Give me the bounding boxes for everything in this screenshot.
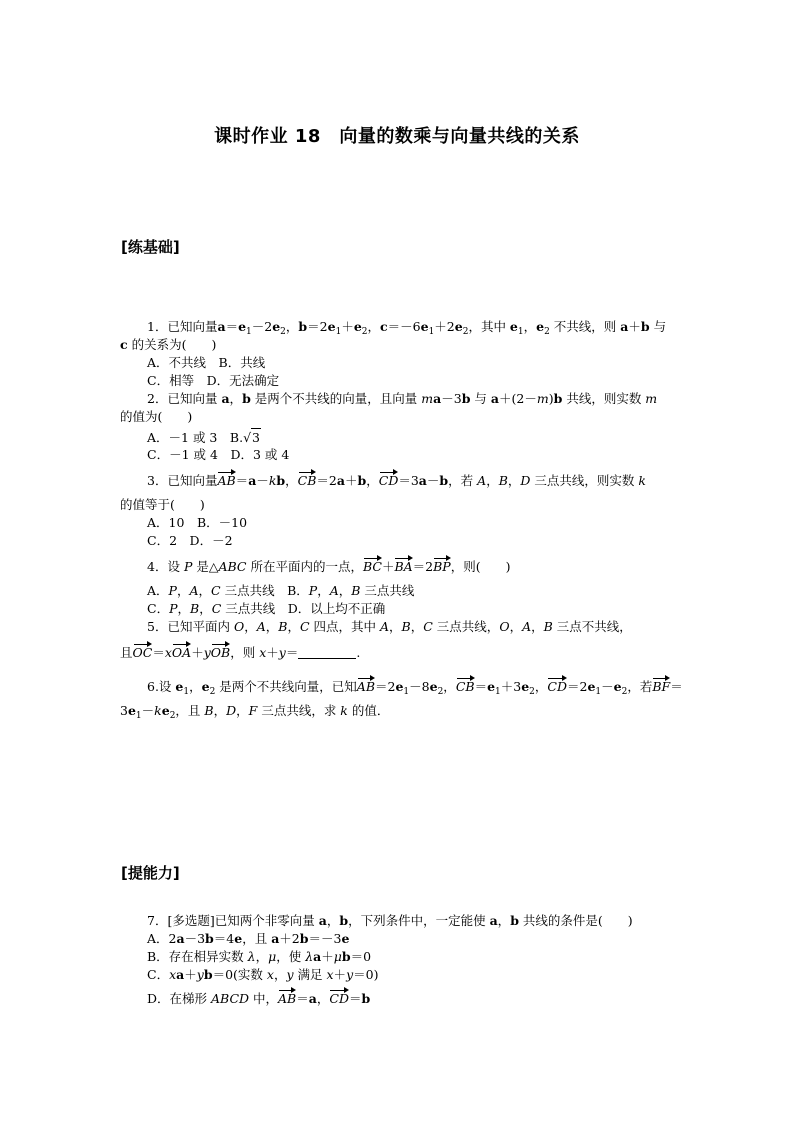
q7-option-d: D．在梯形 ABCD 中，AB＝a，CD＝b (147, 991, 371, 1006)
q3-option-b: B．－10 (196, 515, 248, 530)
q2-options-cd (147, 446, 289, 464)
q1-options-cd (147, 372, 279, 390)
q6-stem-line1: 6.设 $e_1$，$e_2$ 是两个不共线向量，已知$AB=2e_1-8e_2$，$CB=e_1+3e_2$，$CD=2e_1-e_2$，若BF＝ (147, 679, 683, 697)
q1-option-a: A．不共线 (147, 355, 207, 370)
q1-option-d: D．无法确定 (206, 373, 280, 388)
q3-options-cd (147, 532, 233, 550)
q3-options-ab (147, 514, 247, 532)
q3-stem-line1: 3．已知向量AB＝a－kb，CB＝2a＋b，CD＝3a－b，若 A，B，D 三点共线，则实数 k (147, 473, 646, 488)
q1-option-c: C．相等 (147, 373, 195, 388)
q3-option-c: C．2 (147, 533, 178, 548)
q7-option-c: C．xa＋yb＝0(实数 x，y 满足 x＋y＝0) (147, 967, 379, 982)
section-basic: [练基础] (121, 238, 180, 256)
section-advanced: [提能力] (121, 864, 180, 882)
page-title: 课时作业 18 向量的数乘与向量共线的关系 (214, 126, 580, 147)
q5-stem-line1: 5．已知平面内 O，A，B，C 四点，其中 A，B，C 三点共线，O，A，B 三点不共线， (147, 619, 632, 634)
q4-option-a: A． (147, 583, 169, 598)
q2-options-ab: A．－1 或 3 B.√3 (147, 430, 260, 445)
q2-option-b: B. (229, 430, 244, 445)
q1-options-ab (147, 354, 265, 372)
q2-option-d: D．3 或 4 (230, 447, 290, 462)
q4-option-c: C． (147, 601, 170, 616)
q2-option-c: C．－1 或 4 (147, 447, 218, 462)
q4-options-ab: A．P，A，C 三点共线 B．P，A，B 三点共线 (147, 583, 415, 598)
q3-option-d: D．－2 (189, 533, 233, 548)
q3-stem-line2: 的值等于( ) (120, 497, 205, 512)
q2-stem-line1: 2．已知向量 a，b 是两个不共线的向量，且向量 ma－3b 与 a＋(2－m)b 共线，则实数 m (147, 391, 658, 406)
q4-option-d: D．以上均不正确 (287, 601, 386, 616)
q5-stem-line2: 且OC＝xOA＋yOB，则 x＋y＝ . (120, 645, 361, 660)
q7-option-b: B．存在相异实数 λ，μ，使 λa＋μb＝0 (147, 949, 372, 964)
q2-option-a: A．－1 或 3 (147, 430, 218, 445)
q4-stem: 4．设 P 是△ABC 所在平面内的一点，BC＋BA＝2BP，则( ) (147, 559, 511, 574)
q7-stem: 7．[多选题]已知两个非零向量 a，b，下列条件中，一定能使 a，b 共线的条件是( ) (147, 913, 633, 928)
q1-option-b: B．共线 (218, 355, 266, 370)
q6-stem-line2: $3e_1-ke_2$，且 B，D，F 三点共线，求 k 的值． (120, 703, 390, 721)
q7-option-a: A．2a－3b＝4e，且 a＋2b＝－3e (147, 931, 350, 946)
q4-options-cd: C．P，B，C 三点共线 D．以上均不正确 (147, 601, 386, 616)
q5-answer-blank[interactable] (298, 646, 356, 659)
q4-option-b: B． (287, 583, 309, 598)
q1-stem-line1: 1．已知向量$a=e_1-2e_2$，$b=2e_1+e_2$，$c=-6e_1+2e_2$，其中 $e_1$，$e_2$ 不共线，则 a＋b 与 (147, 319, 667, 337)
q2-stem-line2: 的值为( ) (120, 409, 193, 424)
q3-option-a: A．10 (147, 515, 185, 530)
q1-stem-line2: c 的关系为( ) (120, 337, 217, 352)
